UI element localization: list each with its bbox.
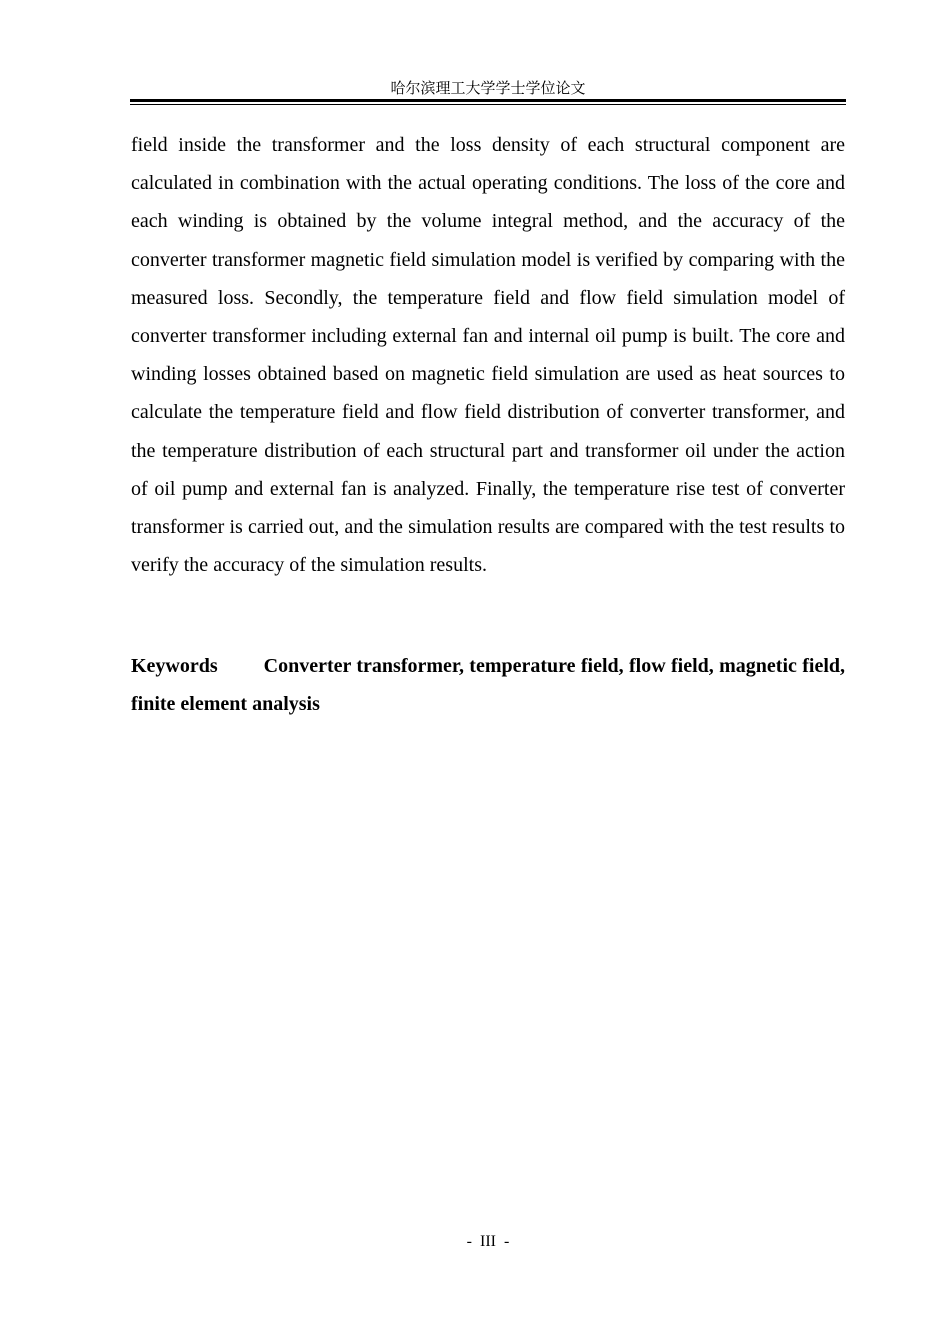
keywords-label: Keywords	[131, 655, 218, 677]
keywords-text: Converter transformer, temperature field, flow field, magnetic field, finite element analysis	[131, 655, 845, 716]
page-number: - III -	[466, 1233, 510, 1250]
header-rule-thick	[130, 99, 846, 102]
keywords-paragraph	[131, 647, 845, 723]
abstract-body: field inside the transformer and the loss density of each structural component are calculated in combination with the actual operating conditions. The loss of the core and each winding is obtained by the volume integral method, and the accuracy of the converter transformer magnetic field simulation model is verified by comparing with the measured loss. Secondly, the temperature field and flow field simulation model of converter transformer including external fan and internal oil pump is built. The core and winding losses obtained based on magnetic field simulation are used as heat sources to calculate the temperature field and flow field distribution of converter transformer, and the temperature distribution of each structural part and transformer oil under the action of oil pump and external fan is analyzed. Finally, the temperature rise test of converter transformer is carried out, and the simulation results are compared with the test results to verify the accuracy of the simulation results.	[131, 134, 845, 577]
header-rule-thin	[130, 104, 846, 105]
running-header: 哈尔滨理工大学学士学位论文	[390, 79, 586, 97]
